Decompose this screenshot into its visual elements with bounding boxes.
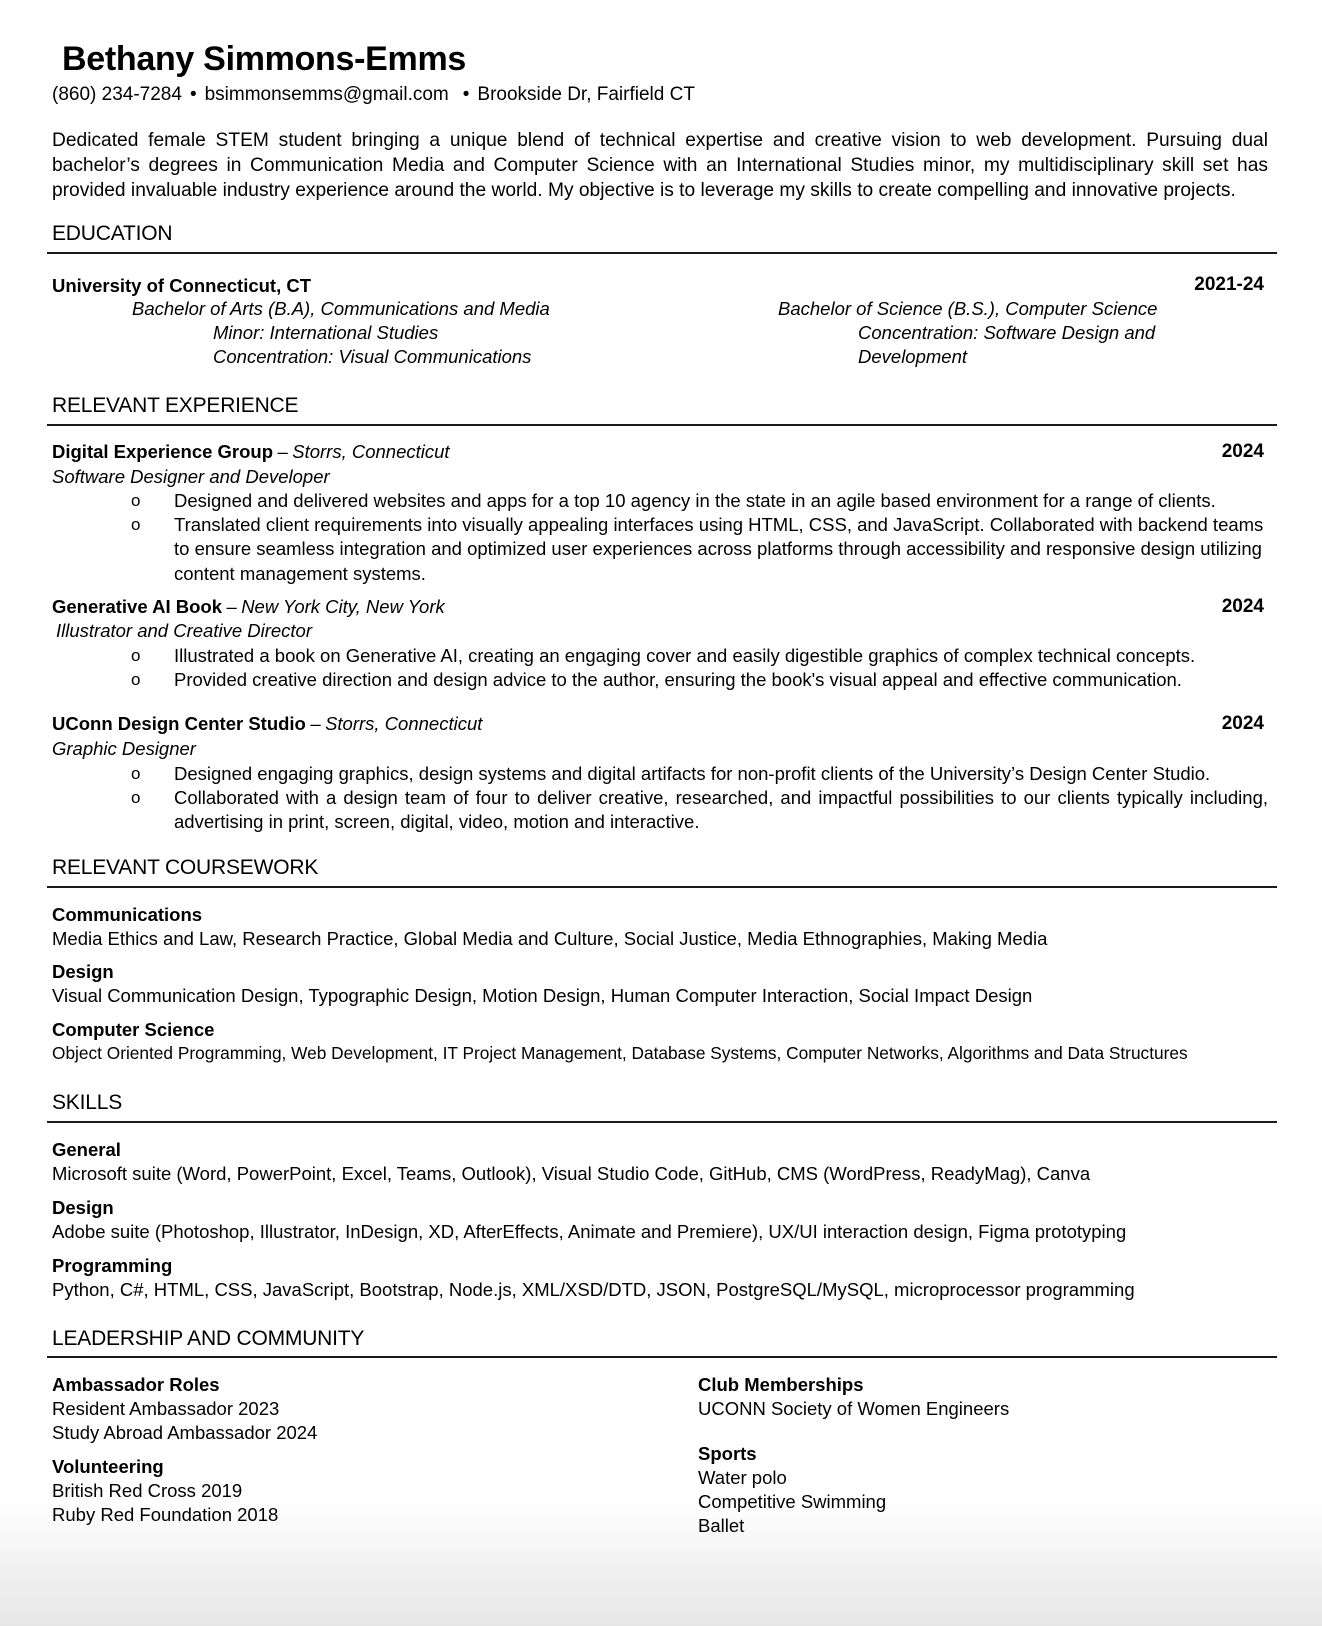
- course-group-label: Computer Science: [52, 1019, 215, 1040]
- bullet-circle-icon: o: [131, 670, 141, 689]
- volunteering-item: Ruby Red Foundation 2018: [52, 1504, 279, 1525]
- job-year: 2024: [1221, 441, 1264, 462]
- job-org: UConn Design Center Studio: [52, 713, 306, 734]
- skill-group-label: Programming: [52, 1255, 173, 1276]
- course-group-items: Visual Communication Design, Typographic Design, Motion Design, Human Computer Interaction, Social Impact Design: [52, 985, 1033, 1006]
- job-bullet: Translated client requirements into visually appealing interfaces using HTML, CSS, and JavaScript. Collaborated with backend teams to ensure seamless integration and optimized user experiences across platforms through accessibility and responsive design utilizing content management systems.: [174, 514, 1264, 584]
- education-dates: 2021-24: [1194, 274, 1264, 295]
- section-divider: [47, 886, 1277, 888]
- school-name: University of Connecticut, CT: [52, 275, 312, 296]
- bullet-circle-icon: o: [131, 788, 141, 807]
- section-divider: [47, 1121, 1277, 1123]
- sport-item: Water polo: [698, 1467, 787, 1488]
- bullet-circle-icon: o: [131, 764, 141, 783]
- skill-group-items: Python, C#, HTML, CSS, JavaScript, Bootstrap, Node.js, XML/XSD/DTD, JSON, PostgreSQL/MySQL, microprocessor programming: [52, 1279, 1135, 1300]
- skill-group-items: Adobe suite (Photoshop, Illustrator, InDesign, XD, AfterEffects, Animate and Premiere), UX/UI interaction design, Figma prototyping: [52, 1221, 1127, 1242]
- clubs-label: Club Memberships: [698, 1374, 864, 1395]
- separator-dot: •: [189, 84, 197, 105]
- ambassador-label: Ambassador Roles: [52, 1374, 220, 1395]
- course-group-label: Design: [52, 961, 114, 982]
- section-divider: [47, 1356, 1277, 1358]
- course-group-items: Media Ethics and Law, Research Practice, Global Media and Culture, Social Justice, Media Ethnographies, Making Media: [52, 928, 1048, 949]
- section-divider: [47, 424, 1277, 426]
- concentration-software: Concentration: Software Design and: [858, 322, 1156, 343]
- bullet-circle-icon: o: [131, 491, 141, 510]
- job-bullet: Designed engaging graphics, design systems and digital artifacts for non-profit clients of the University’s Design Center Studio.: [174, 763, 1211, 784]
- job-role: Software Designer and Developer: [52, 466, 330, 487]
- job-heading: [52, 441, 450, 463]
- bullet-circle-icon: o: [131, 515, 141, 534]
- section-title-leadership: LEADERSHIP AND COMMUNITY: [52, 1327, 365, 1350]
- degree-ba: Bachelor of Arts (B.A), Communications and Media: [132, 298, 550, 319]
- skill-group-label: Design: [52, 1197, 114, 1218]
- club-item: UCONN Society of Women Engineers: [698, 1398, 1010, 1419]
- candidate-name: Bethany Simmons-Emms: [62, 40, 466, 78]
- skill-group-items: Microsoft suite (Word, PowerPoint, Excel, Teams, Outlook), Visual Studio Code, GitHub, CMS (WordPress, ReadyMag), Canva: [52, 1163, 1091, 1184]
- sport-item: Ballet: [698, 1515, 745, 1536]
- dash: –: [226, 596, 237, 617]
- course-group-label: Communications: [52, 904, 203, 925]
- job-bullet: Collaborated with a design team of four to deliver creative, researched, and impactful possibilities to our clients typically including, advertising in print, screen, digital, video, motion and interactive.: [174, 787, 1268, 833]
- job-year: 2024: [1221, 713, 1264, 734]
- job-org: Generative AI Book: [52, 596, 222, 617]
- section-title-skills: SKILLS: [52, 1091, 123, 1114]
- job-location: New York City, New York: [241, 596, 445, 617]
- job-bullet: Provided creative direction and design advice to the author, ensuring the book's visual appeal and effective communication.: [174, 669, 1182, 690]
- volunteering-item: British Red Cross 2019: [52, 1480, 243, 1501]
- concentration-software-cont: Development: [858, 346, 968, 367]
- job-location: Storrs, Connecticut: [325, 713, 483, 734]
- phone: (860) 234-7284: [52, 84, 182, 105]
- job-year: 2024: [1221, 596, 1264, 617]
- contact-line: [52, 84, 695, 106]
- job-bullet: Illustrated a book on Generative AI, creating an engaging cover and easily digestible graphics of complex technical concepts.: [174, 645, 1196, 666]
- course-group-items: Object Oriented Programming, Web Development, IT Project Management, Database Systems, Computer Networks, Algorithms and Data Structures: [52, 1043, 1188, 1063]
- job-location: Storrs, Connecticut: [292, 441, 450, 462]
- section-title-coursework: RELEVANT COURSEWORK: [52, 856, 319, 879]
- section-divider: [47, 252, 1277, 254]
- dash: –: [277, 441, 288, 462]
- job-role: Graphic Designer: [52, 738, 196, 759]
- separator-dot: •: [462, 84, 470, 105]
- address: Brookside Dr, Fairfield CT: [477, 84, 695, 105]
- section-title-experience: RELEVANT EXPERIENCE: [52, 394, 299, 417]
- job-role: Illustrator and Creative Director: [56, 620, 313, 641]
- minor: Minor: International Studies: [213, 322, 439, 343]
- concentration-visual: Concentration: Visual Communications: [213, 346, 532, 367]
- sports-label: Sports: [698, 1443, 757, 1464]
- job-org: Digital Experience Group: [52, 441, 274, 462]
- sport-item: Competitive Swimming: [698, 1491, 887, 1512]
- skill-group-label: General: [52, 1139, 121, 1160]
- ambassador-item: Resident Ambassador 2023: [52, 1398, 280, 1419]
- summary-paragraph: Dedicated female STEM student bringing a unique blend of technical expertise and creative vision to web development. Pursuing dual bachelor’s degrees in Communication Media and Computer Science with an International Studies minor, my multidisciplinary skill set has provided invaluable industry experience around the world. My objective is to leverage my skills to create compelling and innovative projects.: [52, 130, 1268, 201]
- job-heading: [52, 713, 482, 735]
- volunteering-label: Volunteering: [52, 1456, 164, 1477]
- section-title-education: EDUCATION: [52, 222, 173, 245]
- job-bullet: Designed and delivered websites and apps for a top 10 agency in the state in an agile based environment for a range of clients.: [174, 490, 1216, 511]
- bullet-circle-icon: o: [131, 646, 141, 665]
- dash: –: [310, 713, 321, 734]
- email-link[interactable]: bsimmonsemms@gmail.com: [204, 84, 449, 105]
- degree-bs: Bachelor of Science (B.S.), Computer Science: [778, 298, 1158, 319]
- ambassador-item: Study Abroad Ambassador 2024: [52, 1422, 318, 1443]
- job-heading: [52, 596, 445, 618]
